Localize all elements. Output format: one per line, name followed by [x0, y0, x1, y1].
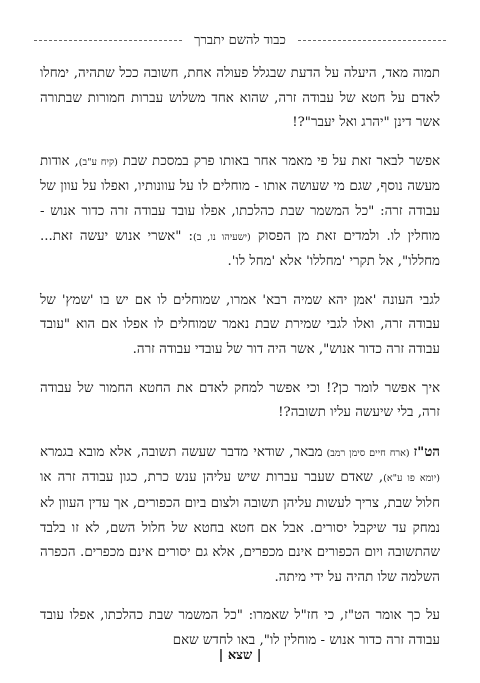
bold-term: הט"ז: [413, 443, 440, 460]
paragraph-text: לגבי העונה 'אמן יהא שמיה רבא' אמרו, שמוחלים לו אם יש בו 'שמץ' של עבודה זרה, ואלו לגבי שמירת שבת נאמר שמוחלים לו אפלו אם הוא "עובד עבודה זרה כדור אנוש", אשר היה דור של עובדי עבודה זרה.: [40, 292, 440, 357]
paragraph-text: , שאדם שעבר עברות שיש עליהן ענש כרת, כגון עבודה זרה או חלול שבת, צריך לעשות עליהן תשובה ולצום ביום הכפורים, אך עדין העוון לא נמחק עד שיקבל יסורים. אבל אם חטא בחטא של חלול השם, לא זו בלבד שהתשובה ויום הכפורים אינם מכפרים, אלא גם יסורים אינם מכפרים. הכפרה השלמה שלו תהיה על ידי מיתה.: [40, 470, 440, 585]
paragraph-text: תמוה מאד, היעלה על הדעת שבגלל פעולה אחת, חשובה ככל שתהיה, ימחלו לאדם על חטא של עבודה זרה, שהוא אחד משלוש עברות חמורות שבתורה אשר דינן "יהרג ואל יעבר"?!: [40, 66, 440, 131]
source-citation: (יומא פו ע"א): [383, 473, 440, 485]
page-number: | שצא |: [218, 648, 262, 663]
source-citation: (ארח חיים סימן רמב): [322, 447, 414, 459]
header-title: כבוד להשם יתברך: [194, 33, 286, 48]
paragraph-text: : "אשרי אנוש יעשה זאת... מחללו", אל תקרי 'מחללו' אלא 'מחל לו'.: [40, 228, 440, 270]
paragraph-text: אפשר לבאר זאת על פי מאמר אחר באותו פרק במסכת שבת: [117, 153, 440, 169]
header-dashed-rule-right: [298, 40, 446, 41]
paragraph: [40, 440, 440, 591]
running-header: [34, 32, 446, 48]
source-citation: (ישעיהו נו, ב): [193, 231, 251, 243]
source-citation: (קיח ע"ב): [78, 156, 118, 168]
paragraph-text: מבאר, שודאי מדבר שעשה תשובה, אלא מובא בגמרא: [40, 444, 323, 460]
header-dashed-rule-left: [34, 40, 182, 41]
paragraph: [40, 62, 440, 136]
paragraph: [40, 289, 440, 363]
body-text: [40, 62, 440, 667]
paragraph: [40, 377, 440, 426]
paragraph: [40, 150, 440, 275]
paragraph-text: , אודות מעשה נוסף, שגם מי שעושה אותו - מוחלים לו על עוונותיו, ואפלו על עוון של עבודה זרה: "כל המשמר שבת כהלכתו, אפלו עובד עבודה זרה כדור אנוש - מוחלין לו. ולמדים זאת מן הפסוק: [40, 153, 440, 244]
paragraph-text: על כך אומר הט"ז, כי חז"ל שאמרו: "כל המשמר שבת כהלכתו, אפלו עובד עבודה זרה כדור אנוש - מוחלין לו", באו לחדש שאם: [40, 608, 440, 648]
paragraph-text: איך אפשר לומר כן?! וכי אפשר למחק לאדם את החטא החמור של עבודה זרה, בלי שיעשה עליו תשובה?!: [40, 380, 440, 421]
